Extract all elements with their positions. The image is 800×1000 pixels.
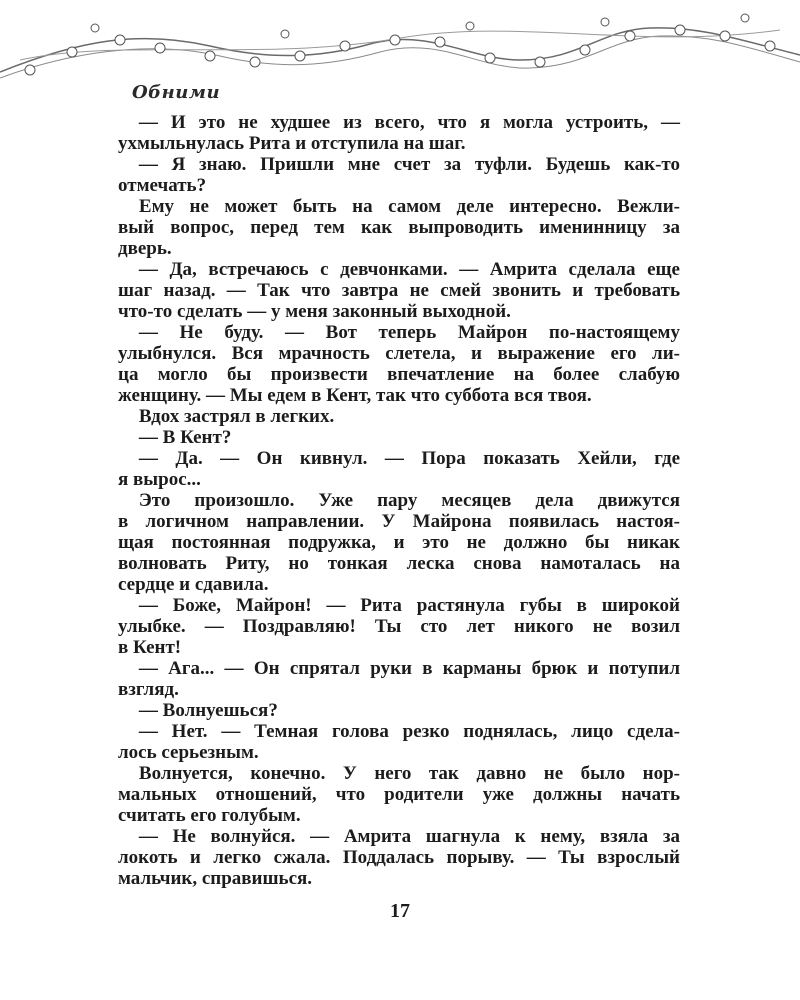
text-line: ухмыльнулась Рита и отступила на шаг. bbox=[118, 133, 466, 154]
paragraph bbox=[118, 427, 680, 448]
text-line: я вырос... bbox=[118, 469, 201, 490]
text-line: — В Кент? bbox=[138, 427, 232, 448]
text-line: шаг назад. — Так что завтра не смей звонить и требовать bbox=[118, 280, 680, 301]
paragraph bbox=[118, 826, 680, 889]
text-line: Это произошло. Уже пару месяцев дела движутся bbox=[138, 490, 680, 511]
paragraph bbox=[118, 700, 680, 721]
text-line: локоть и легко сжала. Поддалась порыву. — Ты взрослый bbox=[118, 847, 680, 868]
text-line: — Боже, Майрон! — Рита растянула губы в широкой bbox=[138, 595, 680, 616]
text-line: — Волнуешься? bbox=[138, 700, 278, 721]
paragraph bbox=[118, 763, 680, 826]
text-line: считать его голубым. bbox=[118, 805, 301, 826]
text-line: Вдох застрял в легких. bbox=[138, 406, 335, 427]
text-line: улыбке. — Поздравляю! Ты сто лет никого не возил bbox=[118, 616, 680, 637]
paragraph bbox=[118, 595, 680, 658]
text-line: — Да. — Он кивнул. — Пора показать Хейли, где bbox=[138, 448, 680, 469]
text-line: в логичном направлении. У Майрона появилась настоя- bbox=[118, 511, 680, 532]
text-line: взгляд. bbox=[118, 679, 179, 700]
text-line: волновать Риту, но тонкая леска снова намоталась на bbox=[118, 553, 680, 574]
text-line: Волнуется, конечно. У него так давно не было нор- bbox=[138, 763, 680, 784]
text-line: в Кент! bbox=[118, 637, 182, 658]
paragraph bbox=[118, 658, 680, 700]
text-line: — Да, встречаюсь с девчонками. — Амрита сделала еще bbox=[138, 259, 680, 280]
running-title: Обними bbox=[132, 82, 221, 103]
paragraph bbox=[118, 448, 680, 490]
page-number: 17 bbox=[390, 900, 410, 922]
text-line: — Нет. — Темная голова резко поднялась, лицо сдела- bbox=[138, 721, 680, 742]
paragraph bbox=[118, 196, 680, 259]
paragraph bbox=[118, 259, 680, 322]
text-line: ца могло бы произвести впечатление на более слабую bbox=[118, 364, 680, 385]
text-line: улыбнулся. Вся мрачность слетела, и выражение его ли- bbox=[118, 343, 680, 364]
text-line: — Не буду. — Вот теперь Майрон по-настоящему bbox=[138, 322, 680, 343]
text-line: — Ага... — Он спрятал руки в карманы брюк и потупил bbox=[138, 658, 680, 679]
paragraph bbox=[118, 154, 680, 196]
text-line: Ему не может быть на самом деле интересно. Вежли- bbox=[138, 196, 680, 217]
text-line: вый вопрос, перед тем как выпроводить именинницу за bbox=[118, 217, 680, 238]
text-line: щая постоянная подружка, и это не должно бы никак bbox=[118, 532, 680, 553]
text-line: что-то сделать — у меня законный выходной. bbox=[118, 301, 511, 322]
text-line: дверь. bbox=[118, 238, 172, 259]
paragraph bbox=[118, 322, 680, 406]
text-line: сердце и сдавила. bbox=[118, 574, 269, 595]
paragraph bbox=[118, 112, 680, 154]
text-line: отмечать? bbox=[118, 175, 207, 196]
text-line: лось серьезным. bbox=[118, 742, 259, 763]
text-line: женщину. — Мы едем в Кент, так что суббота вся твоя. bbox=[118, 385, 592, 406]
string-lights-garland-icon bbox=[0, 0, 800, 90]
text-line: — И это не худшее из всего, что я могла устроить, — bbox=[138, 112, 680, 133]
text-line: — Я знаю. Пришли мне счет за туфли. Будешь как-то bbox=[138, 154, 680, 175]
paragraph bbox=[118, 406, 680, 427]
text-line: — Не волнуйся. — Амрита шагнула к нему, взяла за bbox=[138, 826, 680, 847]
body-text bbox=[118, 112, 680, 889]
paragraph bbox=[118, 721, 680, 763]
text-line: мальчик, справишься. bbox=[118, 868, 313, 889]
paragraph bbox=[118, 490, 680, 595]
text-line: мальных отношений, что родители уже должны начать bbox=[118, 784, 680, 805]
